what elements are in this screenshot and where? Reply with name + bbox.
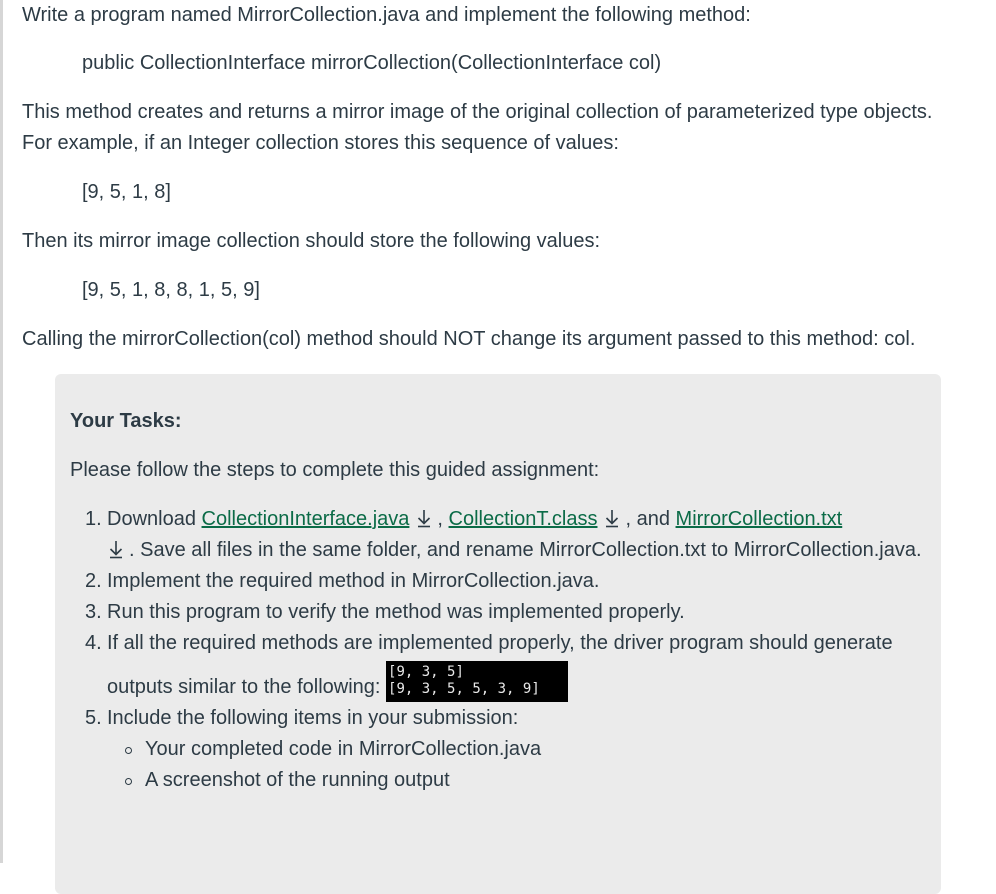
- left-border: [0, 0, 3, 863]
- output-line: [9, 3, 5]: [388, 664, 464, 680]
- step-text-suffix: . Save all files in the same folder, and rename MirrorCollection.txt to MirrorCollection.java.: [129, 539, 922, 561]
- step-2: [85, 566, 935, 597]
- tasks-intro: Please follow the steps to complete this guided assignment:: [70, 459, 600, 481]
- intro-line: Write a program named MirrorCollection.java and implement the following method:: [22, 4, 751, 26]
- submission-item: Your completed code in MirrorCollection.java: [135, 734, 935, 765]
- example-input: [9, 5, 1, 8]: [82, 181, 171, 203]
- collectiont-link[interactable]: CollectionT.class: [448, 508, 598, 530]
- output-screenshot: [386, 661, 568, 702]
- description-line-2: For example, if an Integer collection stores this sequence of values:: [22, 132, 619, 154]
- step-text: Include the following items in your submission:: [107, 707, 519, 729]
- note-line: Calling the mirrorCollection(col) method should NOT change its argument passed to this method: col.: [22, 328, 916, 350]
- step-number: 3.: [85, 601, 102, 623]
- steps-list: [85, 504, 935, 796]
- step-text: Run this program to verify the method was implemented properly.: [107, 601, 685, 623]
- step-number: 4.: [85, 632, 102, 654]
- step-1: [85, 504, 935, 566]
- separator: , and: [625, 508, 676, 530]
- step-number: 2.: [85, 570, 102, 592]
- description-line-1: This method creates and returns a mirror image of the original collection of parameterized type objects.: [22, 101, 933, 123]
- step-3: [85, 597, 935, 628]
- submission-items: [107, 734, 935, 796]
- separator: ,: [437, 508, 449, 530]
- step-text: Implement the required method in MirrorCollection.java.: [107, 570, 600, 592]
- tasks-title: Your Tasks:: [70, 410, 182, 432]
- step-number: 1.: [85, 508, 102, 530]
- output-line: [9, 3, 5, 5, 3, 9]: [388, 681, 540, 697]
- tasks-panel: [55, 374, 941, 894]
- step-text: If all the required methods are implemented properly, the driver program should generate outputs similar to the following:: [107, 632, 893, 698]
- download-icon[interactable]: [107, 539, 125, 559]
- step-5: [85, 703, 935, 796]
- download-icon[interactable]: [415, 508, 433, 528]
- collectioninterface-link[interactable]: CollectionInterface.java: [201, 508, 410, 530]
- example-output: [9, 5, 1, 8, 8, 1, 5, 9]: [82, 279, 260, 301]
- step-4: [85, 628, 935, 703]
- mirrorcollection-link[interactable]: MirrorCollection.txt: [675, 508, 843, 530]
- method-signature: public CollectionInterface mirrorCollection(CollectionInterface col): [82, 52, 662, 74]
- step-text: Download: [107, 508, 202, 530]
- download-icon[interactable]: [603, 508, 621, 528]
- then-line: Then its mirror image collection should store the following values:: [22, 230, 601, 252]
- submission-item: A screenshot of the running output: [135, 765, 935, 796]
- step-number: 5.: [85, 707, 102, 729]
